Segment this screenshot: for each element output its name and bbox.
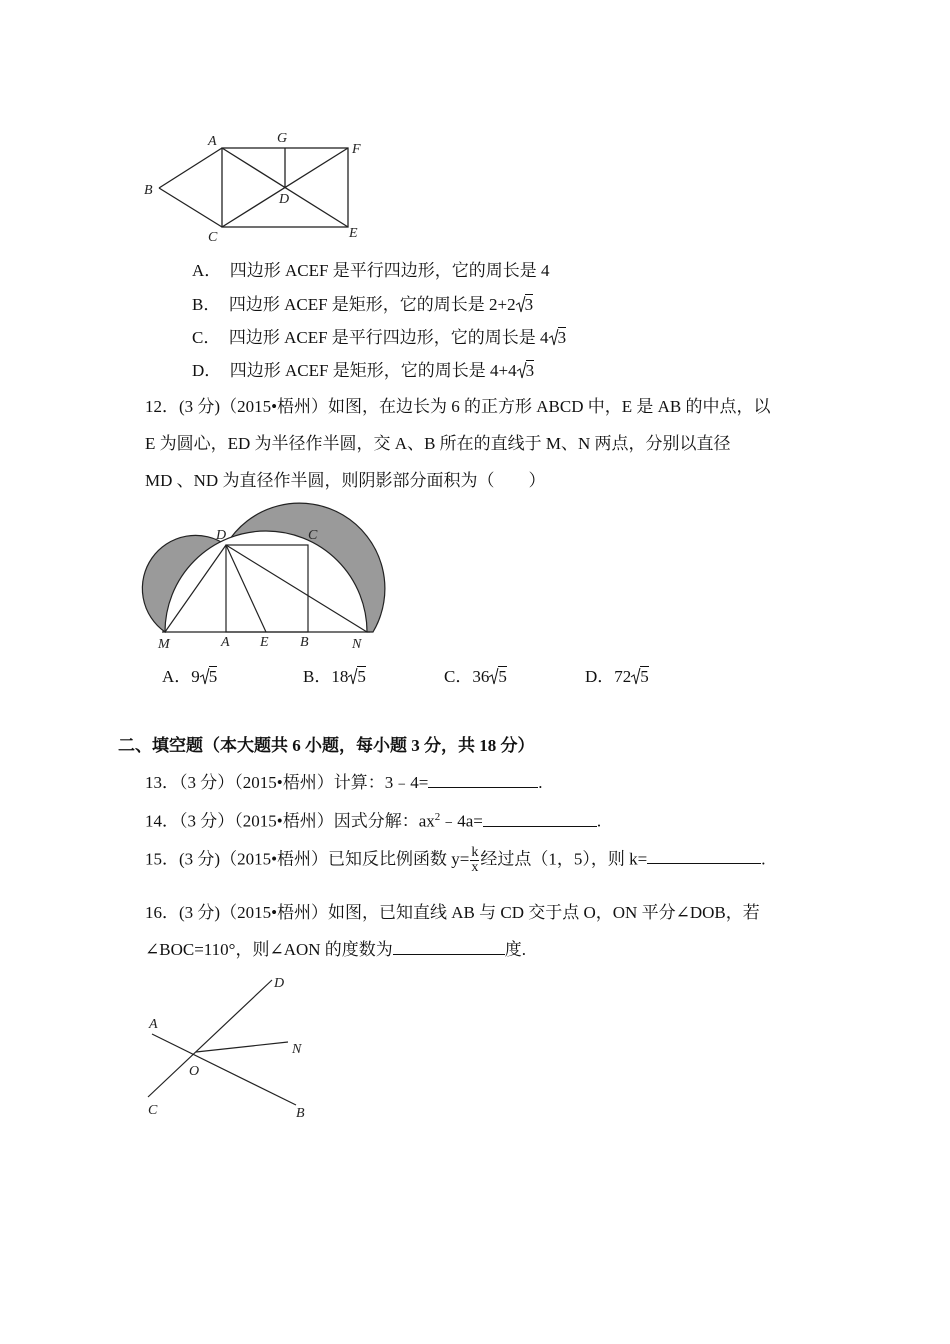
sqrt-icon (631, 667, 640, 685)
q16-line-2: ∠BOC=110°，则∠AON 的度数为 度. (145, 940, 527, 959)
q12-option-b: B．18 5 (303, 667, 366, 686)
q15: 15．(3 分)（2015•梧州）已知反比例函数 y= $\frac{k}{x}$ 经过点（1，5），则 k= . (145, 845, 766, 875)
sqrt-icon (489, 667, 498, 685)
section-2-title: 二、填空题（本大题共 6 小题，每小题 3 分，共 18 分） (118, 736, 535, 755)
q12-label-c: C (308, 528, 318, 543)
q12-figure (140, 505, 380, 655)
q11-label-g: G (277, 131, 288, 146)
q11-option-d: D． 四边形 ACEF 是矩形，它的周长是 4+4 3 (192, 361, 535, 380)
q16-label-d: D (274, 976, 285, 991)
q14: 14．（3 分）（2015•梧州）因式分解：$ax^2﹣4a=$ . (145, 811, 602, 831)
sqrt-icon (200, 667, 209, 685)
q16-label-n: N (292, 1042, 302, 1057)
q12-label-n: N (352, 637, 362, 652)
sqrt-icon (348, 667, 357, 685)
q12-label-b: B (300, 635, 309, 650)
sqrt-icon (516, 295, 525, 313)
q16-figure (140, 970, 330, 1120)
q16-answer-blank[interactable] (393, 938, 505, 955)
fraction-k-over-x: $\frac{k}{x}$ (471, 845, 479, 875)
q14-answer-blank[interactable] (483, 810, 597, 827)
q13-answer-blank[interactable] (428, 771, 538, 788)
sqrt-icon (517, 361, 526, 379)
q16-label-a: A (149, 1017, 158, 1032)
q12-option-d: D．72 5 (585, 667, 649, 686)
q11-option-b: B． 四边形 ACEF 是矩形，它的周长是 2+2 3 (192, 295, 534, 314)
q12-label-a: A (221, 635, 230, 650)
q12-label-e: E (260, 635, 269, 650)
q12-line-1: 12．(3 分)（2015•梧州）如图，在边长为 6 的正方形 ABCD 中，E 是 AB 的中点，以 (145, 397, 771, 416)
q11-label-a: A (208, 134, 217, 149)
q12-label-m: M (158, 637, 170, 652)
q11-option-a: A． 四边形 ACEF 是平行四边形，它的周长是 4 (192, 261, 550, 280)
sqrt-icon (549, 328, 558, 346)
q12-option-c: C．36 5 (444, 667, 507, 686)
q11-option-c: C． 四边形 ACEF 是平行四边形，它的周长是 4 3 (192, 328, 567, 347)
q11-label-e: E (349, 226, 358, 241)
q12-option-a: A．9 5 (162, 667, 218, 686)
q12-line-3: MD 、ND 为直径作半圆，则阴影部分面积为（ ） (145, 471, 546, 490)
q12-label-d: D (216, 528, 227, 543)
q13: 13．（3 分）（2015•梧州）计算：3﹣4= . (145, 773, 543, 792)
q16-label-c: C (148, 1103, 158, 1118)
q11-label-c: C (208, 230, 218, 245)
q16-line-1: 16．(3 分)（2015•梧州）如图，已知直线 AB 与 CD 交于点 O，ON 平分∠DOB，若 (145, 903, 760, 922)
q11-figure (140, 125, 380, 245)
q16-label-o: O (189, 1064, 200, 1079)
q15-answer-blank[interactable] (647, 847, 761, 864)
q16-label-b: B (296, 1106, 305, 1121)
q11-label-d: D (279, 192, 290, 207)
q12-line-2: E 为圆心，ED 为半径作半圆，交 A、B 所在的直线于 M、N 两点，分别以直径 (145, 434, 731, 453)
q11-label-b: B (144, 183, 153, 198)
q11-label-f: F (352, 142, 361, 157)
